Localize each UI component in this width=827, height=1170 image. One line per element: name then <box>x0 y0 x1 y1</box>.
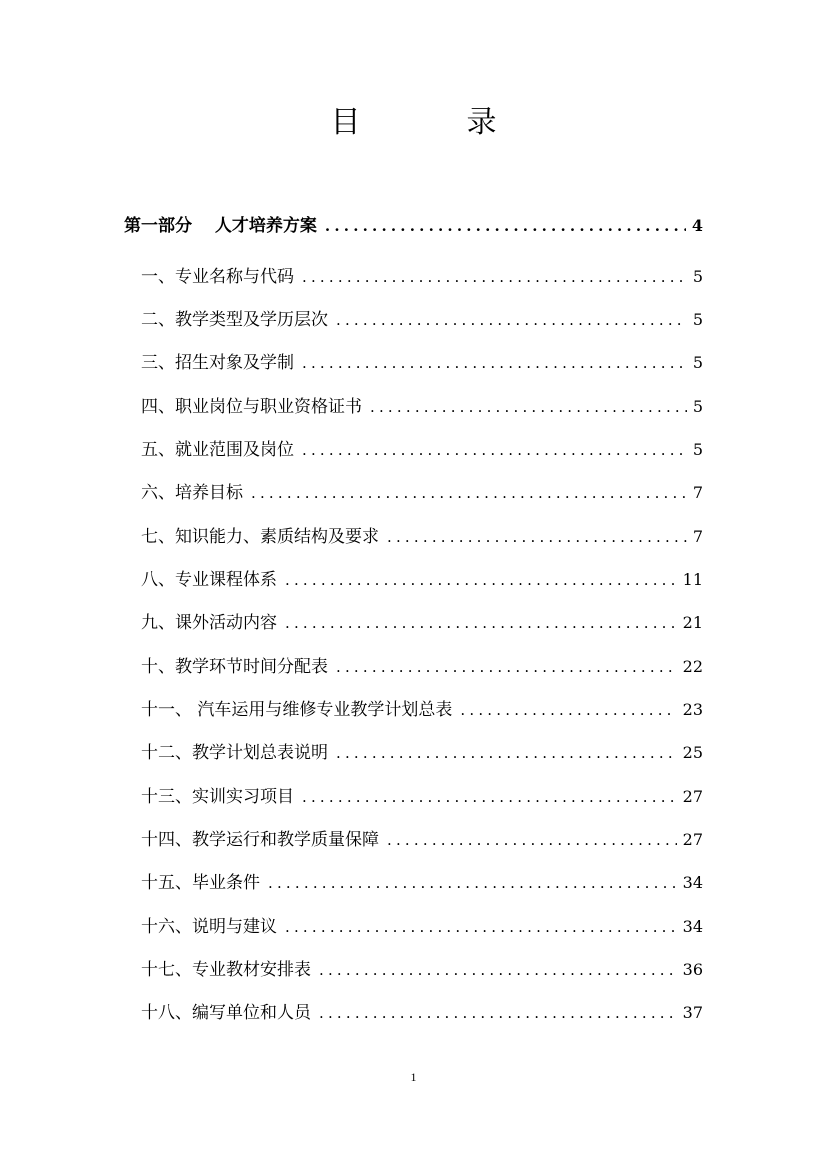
toc-leader-dots <box>387 827 677 853</box>
toc-entry-page: 5 <box>692 353 703 372</box>
toc-entry-page: 27 <box>682 830 703 849</box>
toc-entry-label: 十八、编写单位和人员 <box>141 1003 311 1023</box>
toc-entry-label: 十四、教学运行和教学质量保障 <box>141 830 379 850</box>
page-number: 1 <box>410 1070 417 1084</box>
toc-leader-dots <box>268 870 677 896</box>
toc-entry[interactable] <box>141 1000 703 1026</box>
toc-entry-label: 七、知识能力、素质结构及要求 <box>141 527 379 547</box>
toc-entry-label: 二、教学类型及学历层次 <box>141 310 328 330</box>
toc-entry-page: 7 <box>692 483 703 502</box>
toc-entry-label: 六、培养目标 <box>141 483 243 503</box>
toc-entry[interactable] <box>141 480 703 506</box>
toc-entry[interactable] <box>141 264 703 290</box>
toc-entry-label: 十七、专业教材安排表 <box>141 960 311 980</box>
toc-entry-page: 5 <box>692 267 703 286</box>
toc-entry-page: 21 <box>682 613 703 632</box>
toc-entry[interactable] <box>141 524 703 550</box>
toc-leader-dots <box>325 213 686 239</box>
toc-entry-page: 27 <box>682 787 703 806</box>
toc-entry-page: 25 <box>682 743 703 762</box>
toc-entry[interactable] <box>141 697 703 723</box>
toc-entry-page: 5 <box>692 310 703 329</box>
toc-entry-part-one[interactable] <box>124 213 703 239</box>
toc-entry-label: 十、教学环节时间分配表 <box>141 657 328 677</box>
toc-entry-page: 37 <box>682 1003 703 1022</box>
toc-leader-dots <box>285 914 677 940</box>
toc-entry-label: 第一部分 人才培养方案 <box>124 216 317 236</box>
toc-entry-label: 十三、实训实习项目 <box>141 787 294 807</box>
toc-leader-dots <box>336 307 687 333</box>
toc-leader-dots <box>336 654 677 680</box>
toc-leader-dots <box>319 957 677 983</box>
toc-entry-label: 八、专业课程体系 <box>141 570 277 590</box>
toc-leader-dots <box>251 480 687 506</box>
toc-entry[interactable] <box>141 307 703 333</box>
toc-entry-page: 23 <box>682 700 703 719</box>
toc-entry[interactable] <box>141 654 703 680</box>
toc-entry-label: 十一、 汽车运用与维修专业教学计划总表 <box>141 700 453 720</box>
toc-entry-page: 5 <box>692 397 703 416</box>
toc-leader-dots <box>302 350 687 376</box>
toc-leader-dots <box>302 784 677 810</box>
toc-entry-page: 36 <box>682 960 703 979</box>
toc-entry[interactable] <box>141 914 703 940</box>
toc-leader-dots <box>336 740 677 766</box>
toc-entry[interactable] <box>141 740 703 766</box>
toc-entry-page: 5 <box>692 440 703 459</box>
toc-entry-label: 三、招生对象及学制 <box>141 353 294 373</box>
toc-entry[interactable] <box>141 350 703 376</box>
toc-entry[interactable] <box>141 870 703 896</box>
toc-entry-page: 11 <box>682 570 703 589</box>
toc-entry-label: 四、职业岗位与职业资格证书 <box>141 397 362 417</box>
toc-leader-dots <box>285 567 677 593</box>
toc-entry[interactable] <box>141 957 703 983</box>
toc-entry-page: 7 <box>692 527 703 546</box>
toc-entry[interactable] <box>141 437 703 463</box>
toc-entry-label: 九、课外活动内容 <box>141 613 277 633</box>
toc-entry-label: 五、就业范围及岗位 <box>141 440 294 460</box>
toc-entry-page: 4 <box>691 216 703 235</box>
toc-entry[interactable] <box>141 394 703 420</box>
toc-leader-dots <box>370 394 687 420</box>
toc-entry-page: 22 <box>682 657 703 676</box>
toc-leader-dots <box>319 1000 677 1026</box>
toc-leader-dots <box>302 437 687 463</box>
toc-entry-label: 十六、说明与建议 <box>141 917 277 937</box>
toc-leader-dots <box>302 264 687 290</box>
page-title: 目 录 <box>330 105 535 140</box>
toc-leader-dots <box>285 610 677 636</box>
toc-entry[interactable] <box>141 567 703 593</box>
toc-entry-label: 十二、教学计划总表说明 <box>141 743 328 763</box>
toc-entry-page: 34 <box>682 873 703 892</box>
toc-entry-page: 34 <box>682 917 703 936</box>
toc-leader-dots <box>387 524 687 550</box>
toc-entry[interactable] <box>141 610 703 636</box>
toc-leader-dots <box>460 697 676 723</box>
toc-entry[interactable] <box>141 827 703 853</box>
toc-entry[interactable] <box>141 784 703 810</box>
toc-entry-label: 一、专业名称与代码 <box>141 267 294 287</box>
toc-entry-label: 十五、毕业条件 <box>141 873 260 893</box>
